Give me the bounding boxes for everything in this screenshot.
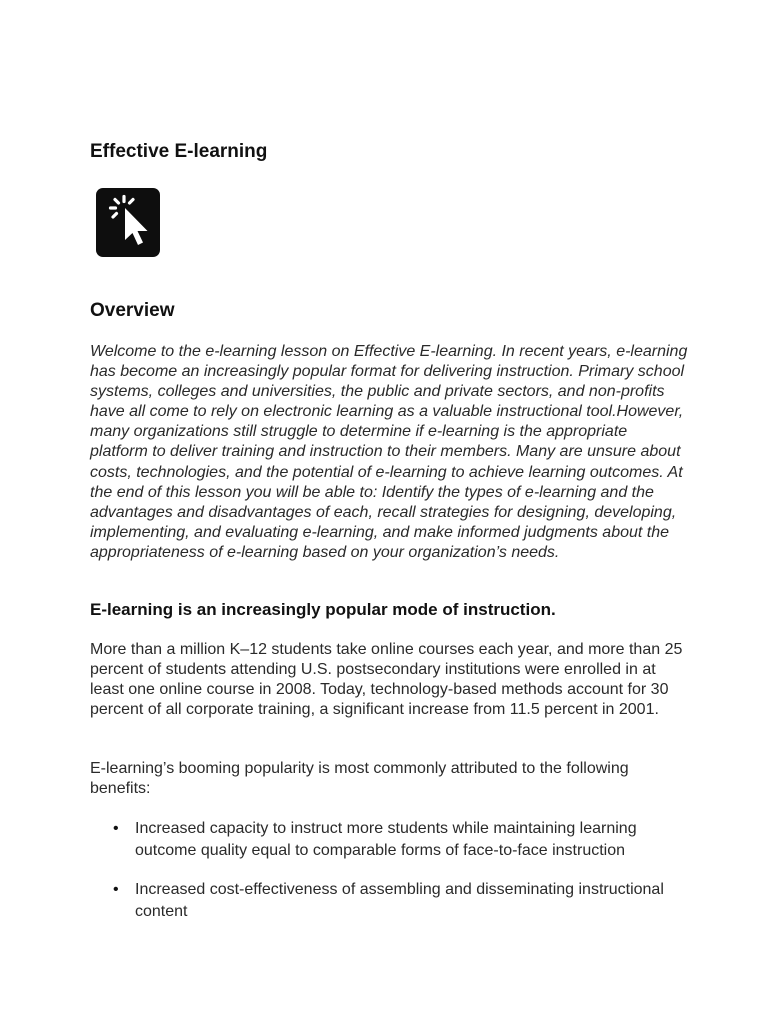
document-title: Effective E-learning: [90, 141, 268, 162]
list-item: [90, 879, 690, 923]
bullet-icon: •: [113, 820, 119, 837]
overview-heading: Overview: [90, 300, 175, 321]
statistics-paragraph: More than a million K–12 students take online courses each year, and more than 25 percent of students attending U.S. postsecondary institutions were enrolled in at least one online course in 2008. Today, technology-based methods account for 30 percent of all corporate training, a significant increase from 11.5 percent in 2001.: [90, 641, 683, 718]
list-item-text: Increased capacity to instruct more students while maintaining learning outcome quality equal to comparable forms of face-to-face instruction: [135, 820, 637, 859]
overview-text: Welcome to the e-learning lesson on Effective E-learning. In recent years, e-learning has become an increasingly popular format for delivering instruction. Primary school systems, colleges and universities, the public and private sectors, and non-profits have all come to rely on electronic learning as a valuable instructional tool.However, many organizations still struggle to determine if e-learning is the appropriate platform to deliver training and instruction to their members. Many are unsure about costs, technologies, and the potential of e-learning to achieve learning outcomes. At the end of this lesson you will be able to: Identify the types of e-learning and the advantages and disadvantages of each, recall strategies for designing, developing, implementing, and evaluating e-learning, and make informed judgments about the appropriateness of e-learning based on your organization’s needs.: [90, 343, 688, 561]
benefits-intro-paragraph: E-learning’s booming popularity is most commonly attributed to the following benefits:: [90, 760, 629, 797]
list-item: [90, 818, 690, 862]
list-item-text: Increased cost-effectiveness of assembling and disseminating instructional content: [135, 881, 664, 920]
bullet-icon: •: [113, 881, 119, 898]
section-heading: E-learning is an increasingly popular mode of instruction.: [90, 600, 556, 619]
cursor-click-icon: [96, 188, 160, 257]
benefits-list: [90, 818, 690, 940]
